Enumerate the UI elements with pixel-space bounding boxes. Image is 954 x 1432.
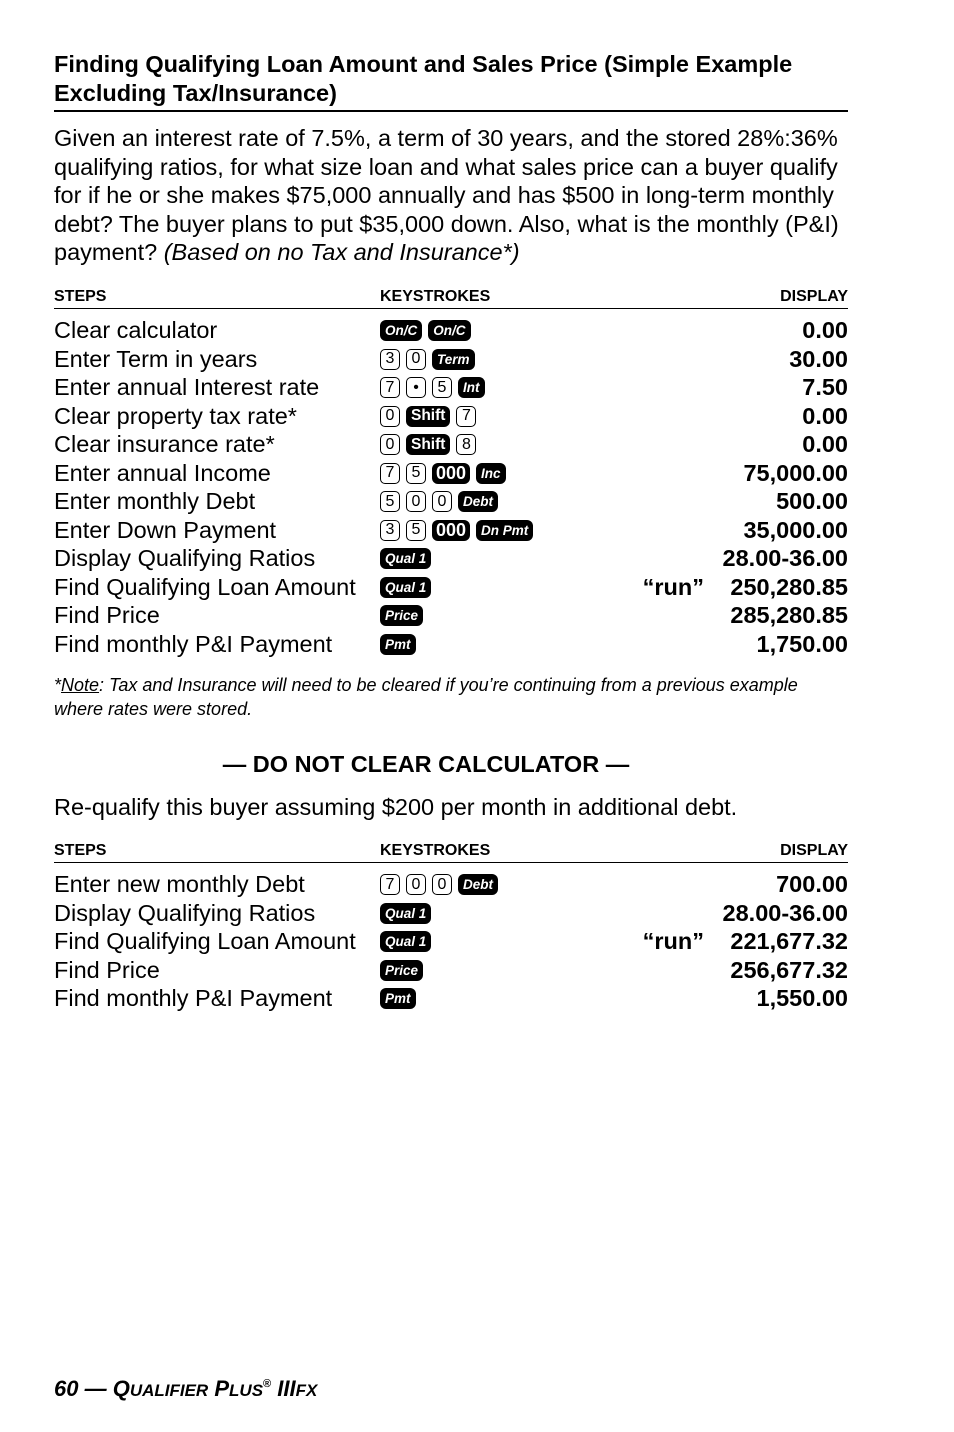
steps-header: STEPS <box>54 287 107 305</box>
display-value: 28.00-36.00 <box>722 545 848 572</box>
page-content <box>54 50 848 1013</box>
calculator-key: Shift <box>406 406 450 427</box>
table-row <box>54 374 848 403</box>
display-value: 256,677.32 <box>730 956 848 983</box>
table-row <box>54 488 848 517</box>
calculator-key: Qual 1 <box>380 577 431 598</box>
footer-p: P <box>214 1376 230 1401</box>
calculator-key: 0 <box>432 874 452 895</box>
calculator-key: Term <box>432 349 475 370</box>
step-label: Enter Down Payment <box>54 516 277 543</box>
keystrokes <box>380 960 728 981</box>
keystrokes <box>380 988 728 1009</box>
page-footer <box>54 1376 317 1402</box>
display-value: 35,000.00 <box>743 516 848 543</box>
table-row <box>54 459 848 488</box>
calculator-key: 7 <box>380 874 400 895</box>
step-label: Find Qualifying Loan Amount <box>54 573 356 600</box>
note-label: Note <box>61 674 100 695</box>
keystrokes <box>380 320 728 341</box>
table-row <box>54 956 848 985</box>
keystrokes <box>380 903 723 924</box>
calculator-key: 7 <box>456 406 476 427</box>
display-value: 500.00 <box>776 488 848 515</box>
keystrokes <box>380 605 728 626</box>
keystrokes-header: KEYSTROKES <box>380 287 491 305</box>
step-label: Clear insurance rate* <box>54 431 275 458</box>
calculator-key: Qual 1 <box>380 548 431 569</box>
keystrokes <box>380 634 728 655</box>
calculator-key: 5 <box>406 463 426 484</box>
step-label: Display Qualifying Ratios <box>54 899 316 926</box>
note-asterisk: * <box>54 674 62 695</box>
calculator-key: Pmt <box>380 634 416 655</box>
table-row <box>54 545 848 574</box>
calculator-key: 7 <box>380 377 400 398</box>
section-title: Finding Qualifying Loan Amount and Sales Price (Simple Example Excluding Tax/Insurance) <box>54 50 848 112</box>
intro-italic-text: (Based on no Tax and Insurance*) <box>163 239 520 265</box>
display-value: 0.00 <box>802 431 848 458</box>
step-label: Find monthly P&I Payment <box>54 985 333 1012</box>
intro-paragraph <box>54 124 848 267</box>
calculator-key: 0 <box>406 491 426 512</box>
calculator-key: Qual 1 <box>380 931 431 952</box>
do-not-clear-heading: — DO NOT CLEAR CALCULATOR — <box>222 750 630 777</box>
intro-text: Given an interest rate of 7.5%, a term of 30 years, and the stored 28%:36% qualifying ratios, for what size loan and what sales price can a buyer qualify for if he or she makes $75,000 annually and has $500 in long-term monthly debt? The buyer plans to put $35,000 down. Also, what is the monthly (P&I) payment? <box>54 125 839 265</box>
display-value: 250,280.85 <box>730 573 848 600</box>
calculator-key: 5 <box>380 491 400 512</box>
registered-mark: ® <box>263 1378 272 1390</box>
steps-header: STEPS <box>54 841 107 859</box>
table-row <box>54 402 848 431</box>
calculator-key: 000 <box>432 520 470 541</box>
keystrokes-header: KEYSTROKES <box>380 841 491 859</box>
table-row <box>54 899 848 928</box>
footer-lus: LUS <box>229 1381 264 1400</box>
calculator-key: 3 <box>380 349 400 370</box>
calculator-key: Pmt <box>380 988 416 1009</box>
table-row <box>54 573 848 602</box>
step-label: Find monthly P&I Payment <box>54 630 333 657</box>
display-value: 1,750.00 <box>756 630 848 657</box>
keystrokes <box>380 491 728 512</box>
calculator-key: 5 <box>432 377 452 398</box>
calculator-key: 0 <box>380 406 400 427</box>
run-indicator: “run” <box>642 573 704 600</box>
calculator-key: Dn Pmt <box>476 520 533 541</box>
step-label: Enter monthly Debt <box>54 488 256 515</box>
calculator-key: 3 <box>380 520 400 541</box>
keystrokes <box>380 406 728 427</box>
step-label: Enter Term in years <box>54 345 258 372</box>
keystrokes <box>380 874 728 895</box>
calculator-key: 000 <box>432 463 470 484</box>
display-value: 285,280.85 <box>730 602 848 629</box>
table1-header <box>54 287 848 309</box>
calculator-key: 0 <box>406 349 426 370</box>
keystrokes <box>380 931 643 952</box>
calculator-key: Shift <box>406 434 450 455</box>
calculator-key: 0 <box>380 434 400 455</box>
calculator-key: 0 <box>432 491 452 512</box>
step-label: Enter annual Interest rate <box>54 374 320 401</box>
table-row <box>54 602 848 631</box>
calculator-key: Debt <box>458 491 498 512</box>
display-header: DISPLAY <box>780 287 848 305</box>
display-value: 0.00 <box>802 402 848 429</box>
page-number: 60 — <box>54 1376 113 1401</box>
calculator-key: Int <box>458 377 485 398</box>
calculator-key: Inc <box>476 463 506 484</box>
table-row <box>54 630 848 659</box>
table-row <box>54 345 848 374</box>
calculator-key: • <box>406 377 426 398</box>
display-value: 28.00-36.00 <box>722 899 848 926</box>
table1-body <box>54 317 848 659</box>
calculator-key: 0 <box>406 874 426 895</box>
calculator-key: Qual 1 <box>380 903 431 924</box>
table-row <box>54 985 848 1014</box>
display-header: DISPLAY <box>780 841 848 859</box>
note-text: : Tax and Insurance will need to be cleared if you’re continuing from a previous example where rates were stored. <box>54 674 798 719</box>
keystrokes <box>380 434 728 455</box>
step-label: Clear calculator <box>54 317 218 344</box>
display-value: 7.50 <box>802 374 848 401</box>
calculator-key: On/C <box>428 320 470 341</box>
display-value: 75,000.00 <box>743 459 848 486</box>
step-label: Clear property tax rate* <box>54 402 297 429</box>
footer-ualifier: UALIFIER <box>129 1381 209 1400</box>
footer-iii: III <box>277 1376 296 1401</box>
footnote <box>54 673 848 721</box>
display-value: 221,677.32 <box>730 928 848 955</box>
keystrokes <box>380 520 728 541</box>
table-row <box>54 871 848 900</box>
display-value: 0.00 <box>802 317 848 344</box>
table2-header <box>54 841 848 863</box>
display-value: 700.00 <box>776 871 848 898</box>
calculator-key: Price <box>380 605 423 626</box>
step-label: Find Price <box>54 956 160 983</box>
table-row <box>54 317 848 346</box>
footer-fx: FX <box>295 1381 318 1400</box>
display-value: 1,550.00 <box>756 985 848 1012</box>
calculator-key: Price <box>380 960 423 981</box>
step-label: Enter annual Income <box>54 459 271 486</box>
footer-q: Q <box>112 1376 130 1401</box>
step-label: Find Price <box>54 602 160 629</box>
requalify-text: Re-qualify this buyer assuming $200 per month in additional debt. <box>54 793 738 820</box>
calculator-key: Debt <box>458 874 498 895</box>
step-label: Display Qualifying Ratios <box>54 545 316 572</box>
run-indicator: “run” <box>642 928 704 955</box>
keystrokes <box>380 463 728 484</box>
calculator-key: 8 <box>456 434 476 455</box>
step-label: Enter new monthly Debt <box>54 871 305 898</box>
keystrokes <box>380 349 728 370</box>
keystrokes <box>380 377 728 398</box>
table2-body <box>54 871 848 1014</box>
calculator-key: On/C <box>380 320 422 341</box>
calculator-key: 7 <box>380 463 400 484</box>
display-value: 30.00 <box>789 345 848 372</box>
keystrokes <box>380 548 723 569</box>
step-label: Find Qualifying Loan Amount <box>54 928 356 955</box>
table-row <box>54 516 848 545</box>
table-row <box>54 431 848 460</box>
keystrokes <box>380 577 643 598</box>
table-row <box>54 928 848 957</box>
calculator-key: 5 <box>406 520 426 541</box>
